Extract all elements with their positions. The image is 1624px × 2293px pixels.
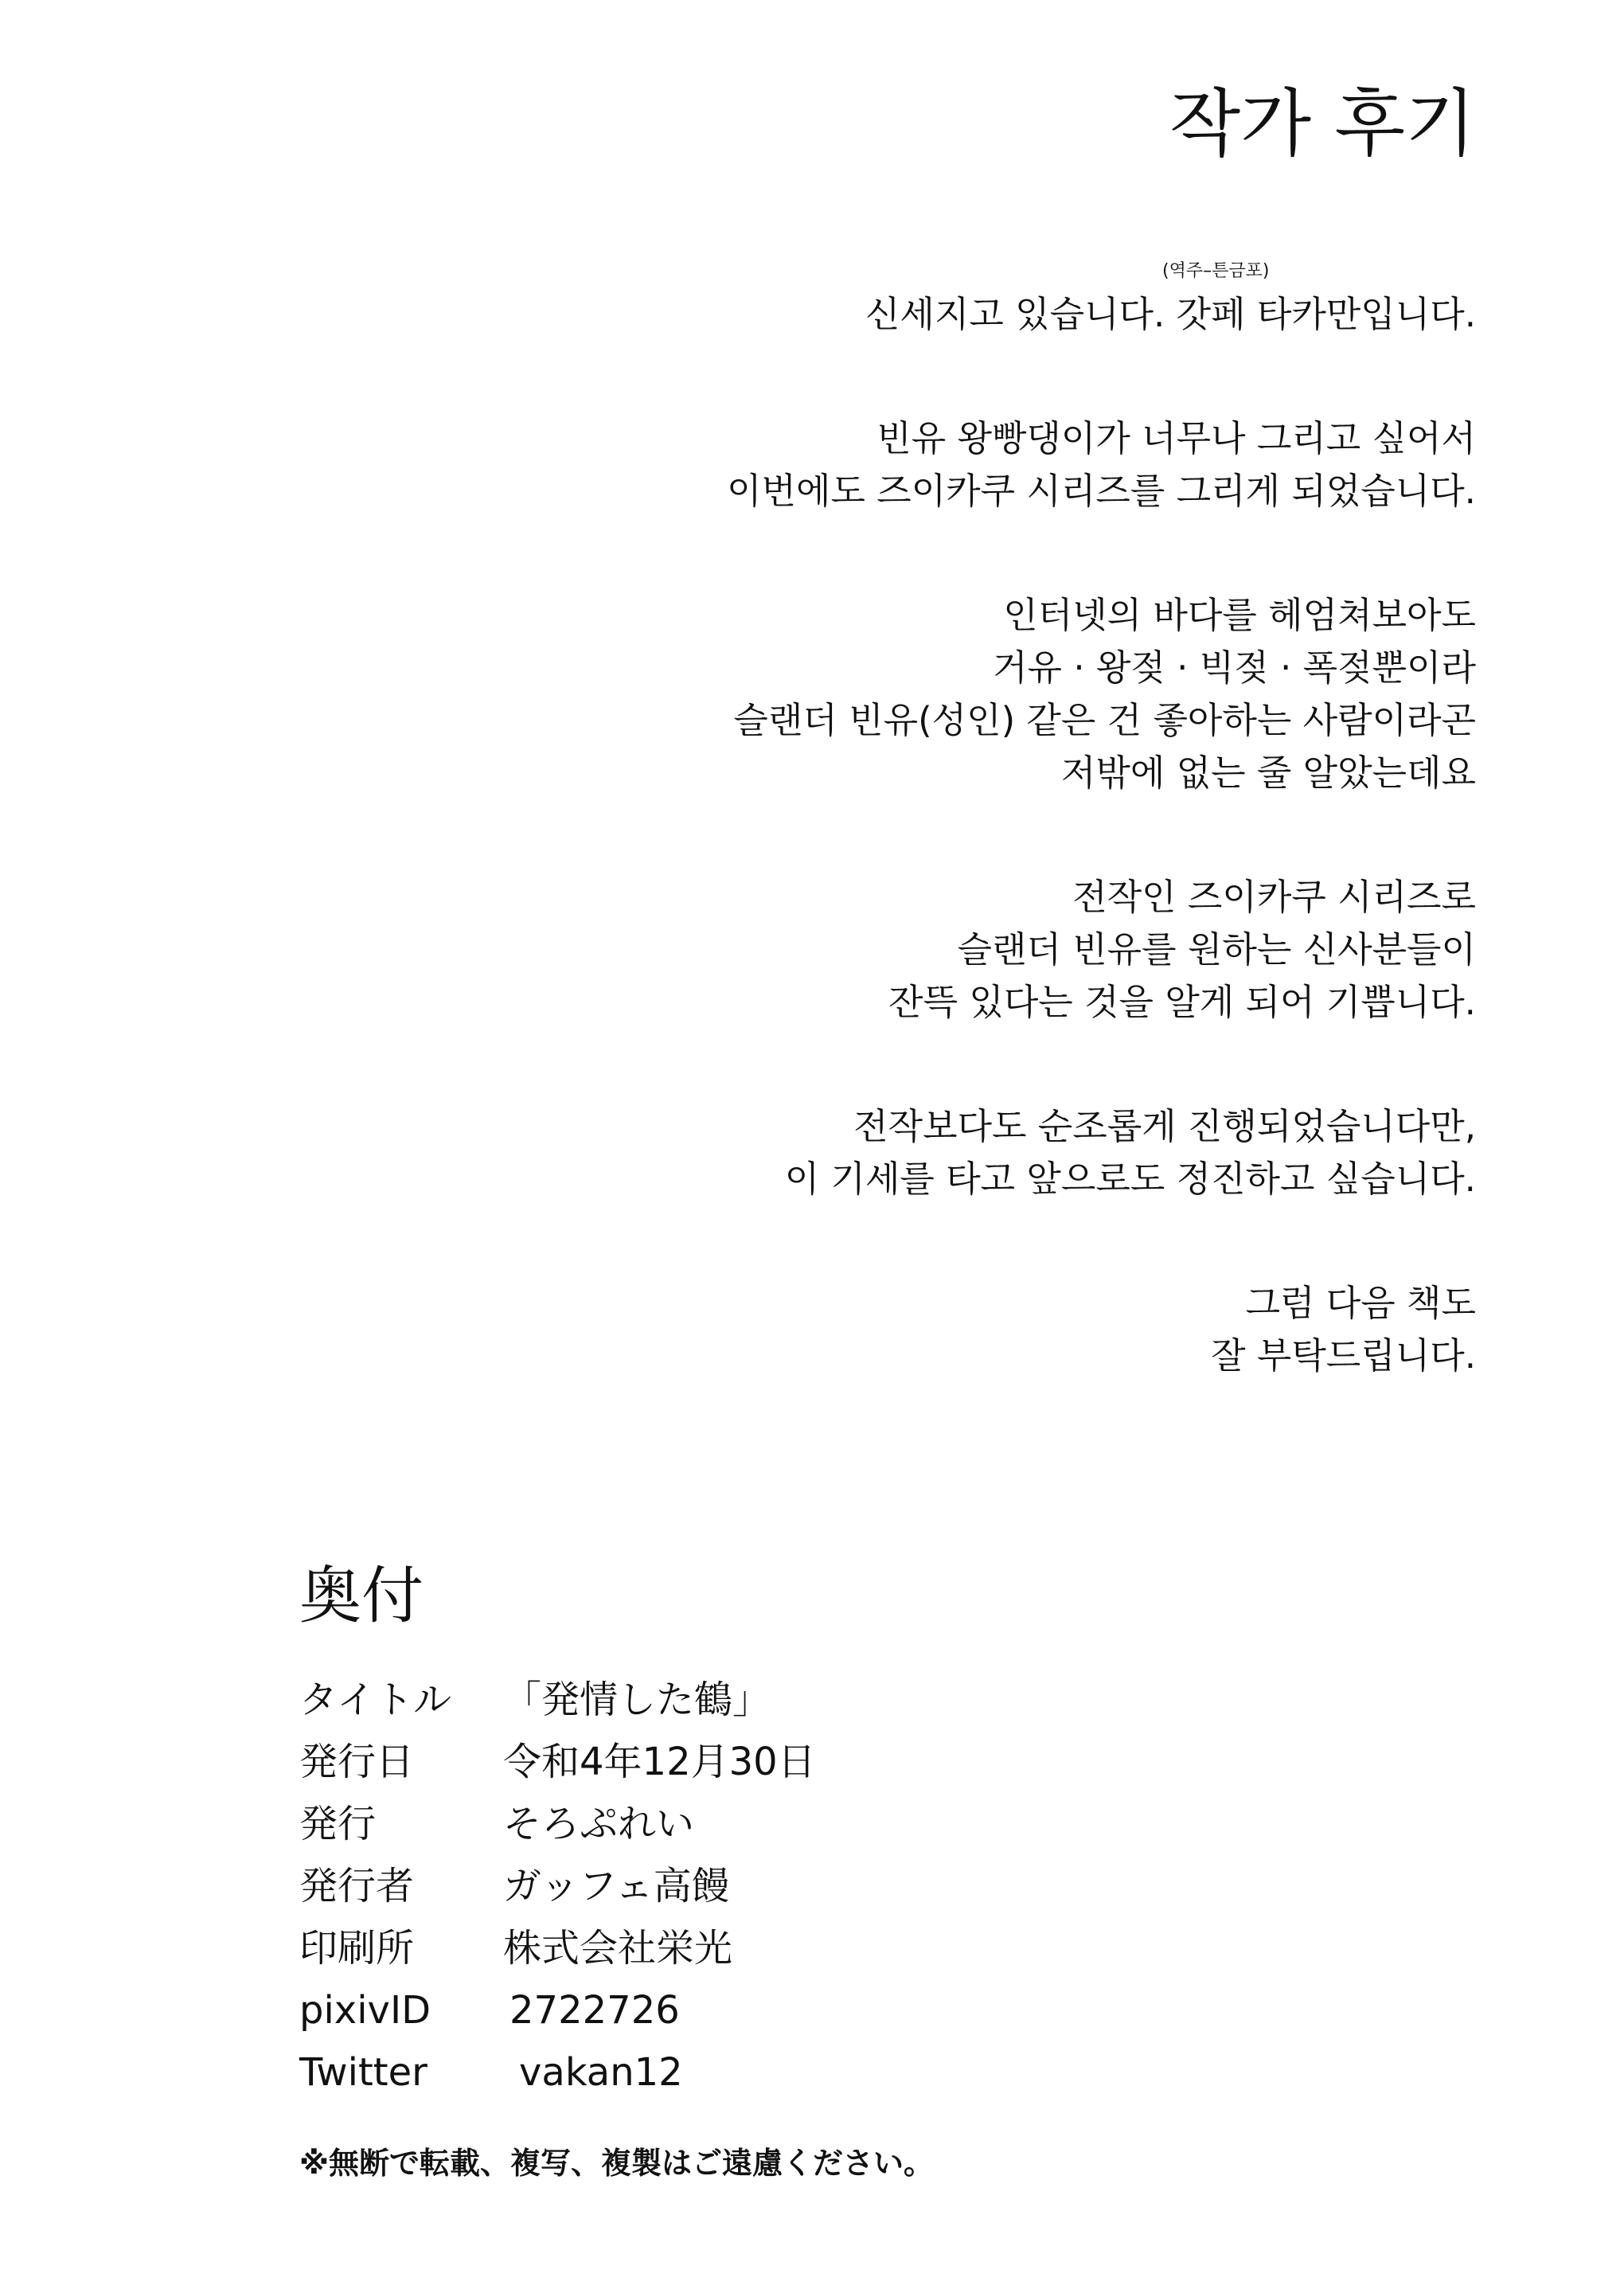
colophon-value: 2722726 [509, 1988, 680, 2033]
afterword-title: 작가 후기 [1169, 81, 1476, 166]
colophon-row-publisher [299, 1793, 816, 1855]
afterword-line: 빈유 왕빵댕이가 너무나 그리고 싶어서 [876, 417, 1476, 459]
afterword-line: 저밖에 없는 줄 알았는데요 [1060, 752, 1476, 794]
afterword-paragraph [441, 288, 1476, 341]
afterword-line: 슬랜더 빈유를 원하는 신사분들이 [957, 928, 1476, 971]
colophon-label: Twitter [299, 2050, 427, 2095]
colophon-title: 奥付 [299, 1561, 424, 1632]
colophon-label: 発行者 [299, 1864, 415, 1908]
colophon-value: 令和4年12月30日 [503, 1740, 816, 1784]
colophon-value: vakan12 [519, 2050, 683, 2095]
afterword-line: 신세지고 있습니다. 갓페 타카만입니다. [865, 293, 1476, 335]
colophon-value: ガッフェ高饅 [503, 1864, 730, 1908]
afterword-paragraph [441, 589, 1476, 799]
afterword-line: 이 기세를 타고 앞으로도 정진하고 싶습니다. [784, 1158, 1476, 1200]
colophon-label: 印刷所 [299, 1926, 415, 1971]
colophon-label: pixivID [299, 1988, 431, 2033]
afterword-line: 잘 부탁드립니다. [1211, 1334, 1476, 1377]
afterword-line: 잔뜩 있다는 것을 알게 되어 기쁩니다. [888, 981, 1476, 1023]
afterword-line: 인터넷의 바다를 헤엄쳐보아도 [1003, 594, 1476, 636]
colophon-row-printer [299, 1917, 816, 1979]
afterword-paragraph [441, 1100, 1476, 1205]
afterword-line: 이번에도 즈이카쿠 시리즈를 그리게 되었습니다. [727, 470, 1476, 512]
colophon-value: 株式会社栄光 [503, 1926, 733, 1971]
colophon-row-title [299, 1669, 816, 1731]
colophon-label: タイトル [299, 1678, 452, 1722]
afterword-line: 거유 · 왕젖 · 빅젖 · 폭젖뿐이라 [993, 646, 1476, 689]
afterword-line: 전작인 즈이카쿠 시리즈로 [1072, 876, 1476, 918]
colophon-value: 「発情した鶴」 [503, 1678, 771, 1722]
colophon-value: そろぷれい [503, 1802, 695, 1846]
afterword-line: 슬랜더 빈유(성인) 같은 건 좋아하는 사람이라곤 [733, 699, 1476, 741]
afterword-paragraph [441, 1277, 1476, 1382]
afterword-line: 그럼 다음 책도 [1245, 1282, 1476, 1324]
colophon-row-date [299, 1731, 816, 1793]
colophon-row-issuer [299, 1855, 816, 1917]
colophon-label: 発行日 [299, 1740, 415, 1784]
colophon-row-pixiv [299, 1979, 816, 2041]
colophon-label: 発行 [299, 1802, 377, 1846]
copyright-notice: ※無断で転載、複写、複製はご遠慮ください。 [299, 2146, 934, 2181]
afterword-body [441, 288, 1476, 1454]
afterword-line: 전작보다도 순조롭게 진행되었습니다만, [853, 1105, 1476, 1147]
translator-note: (역주–튼금포) [1162, 261, 1270, 281]
afterword-paragraph [441, 871, 1476, 1029]
colophon-rows [299, 1669, 816, 2104]
afterword-paragraph [441, 412, 1476, 518]
colophon-row-twitter [299, 2041, 816, 2104]
